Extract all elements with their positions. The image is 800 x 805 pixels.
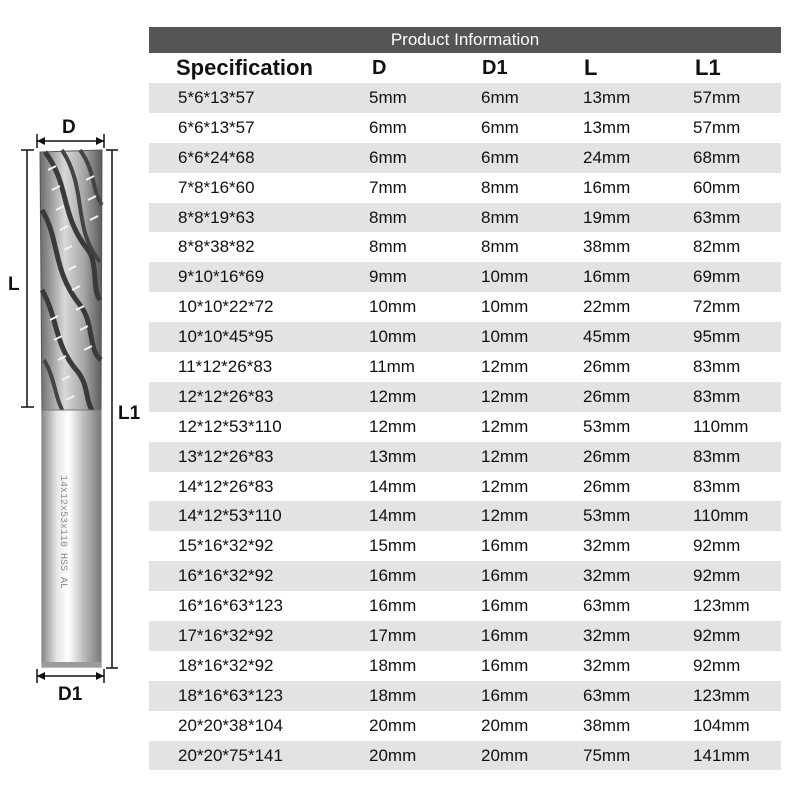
table-row bbox=[149, 322, 781, 352]
cell-l: 53mm bbox=[583, 416, 631, 436]
cell-l1: 123mm bbox=[693, 685, 750, 705]
table-row bbox=[149, 143, 781, 173]
cell-d: 12mm bbox=[369, 416, 417, 436]
table-row bbox=[149, 292, 781, 322]
cell-d: 11mm bbox=[369, 356, 415, 376]
cell-d: 8mm bbox=[369, 207, 407, 227]
cell-d: 8mm bbox=[369, 237, 407, 257]
cell-d: 16mm bbox=[369, 596, 417, 616]
cell-d1: 16mm bbox=[481, 655, 529, 675]
cell-specification: 16*16*32*92 bbox=[178, 566, 274, 586]
cell-d1: 16mm bbox=[481, 566, 529, 586]
cell-d1: 6mm bbox=[481, 87, 519, 107]
cell-d: 20mm bbox=[369, 745, 417, 765]
cell-l: 32mm bbox=[583, 655, 631, 675]
cell-d1: 12mm bbox=[481, 356, 529, 376]
label-l: L bbox=[8, 274, 20, 295]
cell-l1: 57mm bbox=[693, 87, 741, 107]
table-row bbox=[149, 531, 781, 561]
end-mill-diagram bbox=[0, 0, 150, 800]
cell-d: 9mm bbox=[369, 267, 407, 287]
table-row bbox=[149, 591, 781, 621]
header-l: L bbox=[584, 55, 598, 80]
cell-l: 32mm bbox=[583, 566, 631, 586]
cell-l: 53mm bbox=[583, 506, 631, 526]
cell-l: 16mm bbox=[583, 177, 631, 197]
cell-d: 6mm bbox=[369, 147, 407, 167]
cell-d: 10mm bbox=[369, 327, 417, 347]
header-d1: D1 bbox=[482, 56, 508, 79]
cell-specification: 18*16*32*92 bbox=[178, 655, 274, 675]
cell-l: 19mm bbox=[583, 207, 631, 227]
fluted-cutter bbox=[40, 150, 102, 418]
cell-specification: 20*20*75*141 bbox=[178, 745, 283, 765]
cell-d1: 20mm bbox=[481, 715, 529, 735]
cell-l: 63mm bbox=[583, 596, 631, 616]
shank bbox=[42, 410, 101, 667]
table-row bbox=[149, 83, 781, 113]
label-d1: D1 bbox=[58, 684, 83, 705]
cell-d: 17mm bbox=[369, 625, 417, 645]
cell-l1: 141mm bbox=[693, 745, 750, 765]
cell-d: 15mm bbox=[369, 536, 417, 556]
cell-specification: 17*16*32*92 bbox=[178, 625, 274, 645]
table-row bbox=[149, 711, 781, 741]
cell-d1: 12mm bbox=[481, 386, 529, 406]
cell-l: 45mm bbox=[583, 327, 631, 347]
cell-l: 32mm bbox=[583, 536, 631, 556]
label-d: D bbox=[62, 117, 76, 138]
cell-specification: 16*16*63*123 bbox=[178, 596, 283, 616]
cell-l: 32mm bbox=[583, 625, 631, 645]
table-row bbox=[149, 681, 781, 711]
cell-l1: 110mm bbox=[693, 416, 749, 436]
table-row bbox=[149, 651, 781, 681]
cell-l1: 57mm bbox=[693, 117, 741, 137]
cell-l1: 63mm bbox=[693, 207, 741, 227]
cell-specification: 20*20*38*104 bbox=[178, 715, 283, 735]
cell-l1: 68mm bbox=[693, 147, 741, 167]
cell-d1: 8mm bbox=[481, 207, 519, 227]
cell-d1: 16mm bbox=[481, 625, 529, 645]
cell-specification: 7*8*16*60 bbox=[178, 177, 255, 197]
cell-d: 7mm bbox=[369, 177, 407, 197]
cell-l: 26mm bbox=[583, 446, 631, 466]
table-row bbox=[149, 173, 781, 203]
cell-d1: 12mm bbox=[481, 476, 529, 496]
cell-l1: 83mm bbox=[693, 356, 741, 376]
table-row bbox=[149, 561, 781, 591]
cell-specification: 8*8*19*63 bbox=[178, 207, 255, 227]
table-row bbox=[149, 203, 781, 233]
cell-l: 26mm bbox=[583, 386, 631, 406]
cell-specification: 8*8*38*82 bbox=[178, 237, 255, 257]
table-row bbox=[149, 741, 781, 771]
table-row bbox=[149, 232, 781, 262]
header-l1: L1 bbox=[695, 55, 721, 80]
table-row bbox=[149, 352, 781, 382]
table-title: Product Information bbox=[149, 27, 781, 53]
table-row bbox=[149, 621, 781, 651]
cell-l: 75mm bbox=[583, 745, 631, 765]
cell-d1: 6mm bbox=[481, 117, 519, 137]
cell-d1: 8mm bbox=[481, 237, 519, 257]
cell-l: 26mm bbox=[583, 476, 631, 496]
cell-specification: 13*12*26*83 bbox=[178, 446, 274, 466]
cell-l: 22mm bbox=[583, 297, 631, 317]
cell-l1: 72mm bbox=[693, 297, 741, 317]
cell-l1: 92mm bbox=[693, 566, 741, 586]
cell-l1: 69mm bbox=[693, 267, 741, 287]
cell-specification: 15*16*32*92 bbox=[178, 536, 274, 556]
cell-d1: 12mm bbox=[481, 506, 529, 526]
cell-specification: 10*10*45*95 bbox=[178, 327, 274, 347]
cell-l1: 83mm bbox=[693, 446, 741, 466]
cell-d1: 6mm bbox=[481, 147, 519, 167]
cell-d1: 20mm bbox=[481, 745, 529, 765]
cell-l: 24mm bbox=[583, 147, 631, 167]
cell-d: 18mm bbox=[369, 685, 417, 705]
cell-l1: 123mm bbox=[693, 596, 750, 616]
label-l1: L1 bbox=[118, 403, 141, 424]
cell-l1: 82mm bbox=[693, 237, 741, 257]
cell-d1: 16mm bbox=[481, 685, 529, 705]
table-row bbox=[149, 442, 781, 472]
cell-d1: 16mm bbox=[481, 596, 529, 616]
cell-l1: 95mm bbox=[693, 327, 741, 347]
cell-l: 38mm bbox=[583, 237, 631, 257]
cell-l1: 92mm bbox=[693, 536, 741, 556]
cell-l: 13mm bbox=[583, 87, 631, 107]
cell-l1: 83mm bbox=[693, 386, 741, 406]
cell-d1: 8mm bbox=[481, 177, 519, 197]
table-row bbox=[149, 412, 781, 442]
cell-specification: 12*12*53*110 bbox=[178, 416, 282, 436]
cell-specification: 12*12*26*83 bbox=[178, 386, 274, 406]
header-d: D bbox=[372, 56, 387, 79]
cell-d1: 12mm bbox=[481, 416, 529, 436]
cell-d1: 10mm bbox=[481, 327, 529, 347]
cell-l: 16mm bbox=[583, 267, 631, 287]
cell-specification: 11*12*26*83 bbox=[178, 356, 273, 376]
cell-l1: 83mm bbox=[693, 476, 741, 496]
cell-d1: 10mm bbox=[481, 267, 529, 287]
cell-specification: 14*12*26*83 bbox=[178, 476, 274, 496]
table-row bbox=[149, 382, 781, 412]
table-body bbox=[149, 83, 781, 770]
cell-l1: 110mm bbox=[693, 506, 749, 526]
cell-l: 38mm bbox=[583, 715, 631, 735]
table-row bbox=[149, 472, 781, 502]
cell-d: 20mm bbox=[369, 715, 417, 735]
product-info-table bbox=[149, 27, 781, 771]
cell-d: 12mm bbox=[369, 386, 417, 406]
cell-specification: 5*6*13*57 bbox=[178, 87, 255, 107]
cell-d: 16mm bbox=[369, 566, 417, 586]
cell-d: 10mm bbox=[369, 297, 417, 317]
table-row bbox=[149, 262, 781, 292]
table-row bbox=[149, 113, 781, 143]
cell-d: 18mm bbox=[369, 655, 417, 675]
table-header-row bbox=[149, 53, 781, 83]
cell-l1: 104mm bbox=[693, 715, 750, 735]
cell-specification: 10*10*22*72 bbox=[178, 297, 274, 317]
cell-d: 6mm bbox=[369, 117, 407, 137]
cell-l1: 92mm bbox=[693, 625, 741, 645]
cell-d: 13mm bbox=[369, 446, 417, 466]
cell-d1: 10mm bbox=[481, 297, 529, 317]
cell-specification: 14*12*53*110 bbox=[178, 506, 282, 526]
cell-d: 14mm bbox=[369, 476, 417, 496]
table-row bbox=[149, 501, 781, 531]
cell-l: 63mm bbox=[583, 685, 631, 705]
cell-l: 26mm bbox=[583, 356, 631, 376]
cell-specification: 6*6*13*57 bbox=[178, 117, 255, 137]
cell-l1: 92mm bbox=[693, 655, 741, 675]
cell-l1: 60mm bbox=[693, 177, 741, 197]
header-specification: Specification bbox=[176, 55, 313, 80]
cell-d1: 12mm bbox=[481, 446, 529, 466]
cell-d1: 16mm bbox=[481, 536, 529, 556]
shank-marking: 14x12x53x110 HSS AL bbox=[57, 475, 68, 590]
cell-specification: 18*16*63*123 bbox=[178, 685, 283, 705]
cell-specification: 6*6*24*68 bbox=[178, 147, 255, 167]
cell-specification: 9*10*16*69 bbox=[178, 267, 265, 287]
cell-d: 5mm bbox=[369, 87, 407, 107]
cell-l: 13mm bbox=[583, 117, 631, 137]
cell-d: 14mm bbox=[369, 506, 417, 526]
